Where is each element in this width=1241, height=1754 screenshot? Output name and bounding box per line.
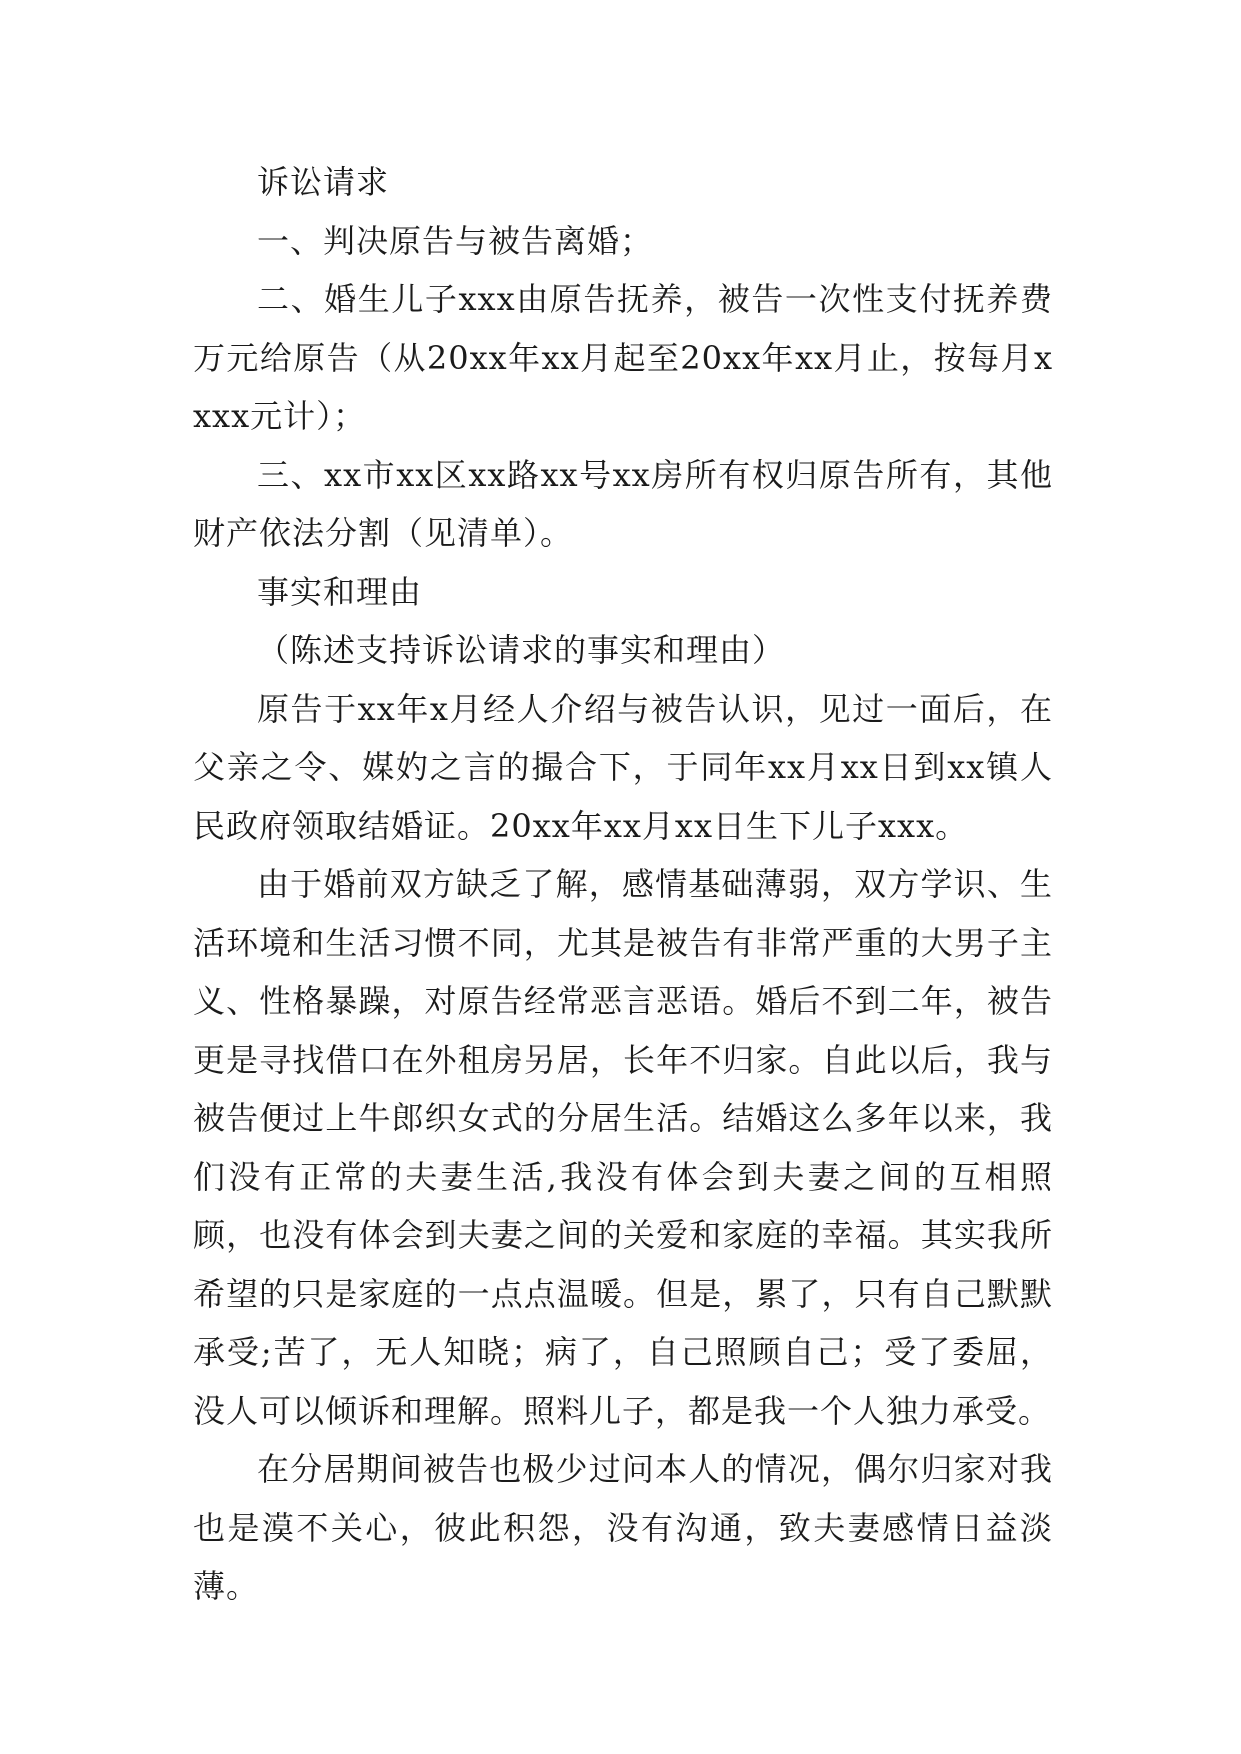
heading-litigation-claims: 诉讼请求 <box>257 163 390 201</box>
facts-paragraph-2: 由于婚前双方缺乏了解，感情基础薄弱，双方学识、生活环境和生活习惯不同，尤其是被告有非常严重的大男子主义、性格暴躁，对原告经常恶言恶语。婚后不到二年，被告更是寻找借口在外租房另居，长年不归家。自此以后，我与被告便过上牛郎织女式的分居生活。结婚这么多年以来，我们没有正常的夫妻生活,我没有体会到夫妻之间的互相照顾，也没有体会到夫妻之间的关爱和家庭的幸福。其实我所希望的只是家庭的一点点温暖。但是，累了，只有自己默默承受;苦了，无人知晓；病了，自己照顾自己；受了委屈，没人可以倾诉和理解。照料儿子，都是我一个人独力承受。 <box>193 865 1053 1430</box>
document-body <box>193 153 1053 1616</box>
claim-item-1: 一、判决原告与被告离婚； <box>257 221 654 260</box>
facts-paragraph-1: 原告于xx年x月经人介绍与被告认识，见过一面后，在父亲之令、媒妁之言的撮合下，于同年xx月xx日到xx镇人民政府领取结婚证。20xx年xx月xx日生下儿子xxx。 <box>193 689 1053 845</box>
claim-item-2: 二、婚生儿子xxx由原告抚养，被告一次性支付抚养费万元给原告（从20xx年xx月起至20xx年xx月止，按每月xxxx元计）； <box>193 280 1053 435</box>
heading-facts-and-reasons: 事实和理由 <box>257 572 423 611</box>
facts-paragraph-3: 在分居期间被告也极少过问本人的情况，偶尔归家对我也是漠不关心，彼此积怨，没有沟通，致夫妻感情日益淡薄。 <box>193 1450 1053 1605</box>
claim-item-3: 三、xx市xx区xx路xx号xx房所有权归原告所有，其他财产依法分割（见清单）。 <box>193 455 1053 552</box>
facts-instruction-note: （陈述支持诉讼请求的事实和理由） <box>257 631 786 669</box>
